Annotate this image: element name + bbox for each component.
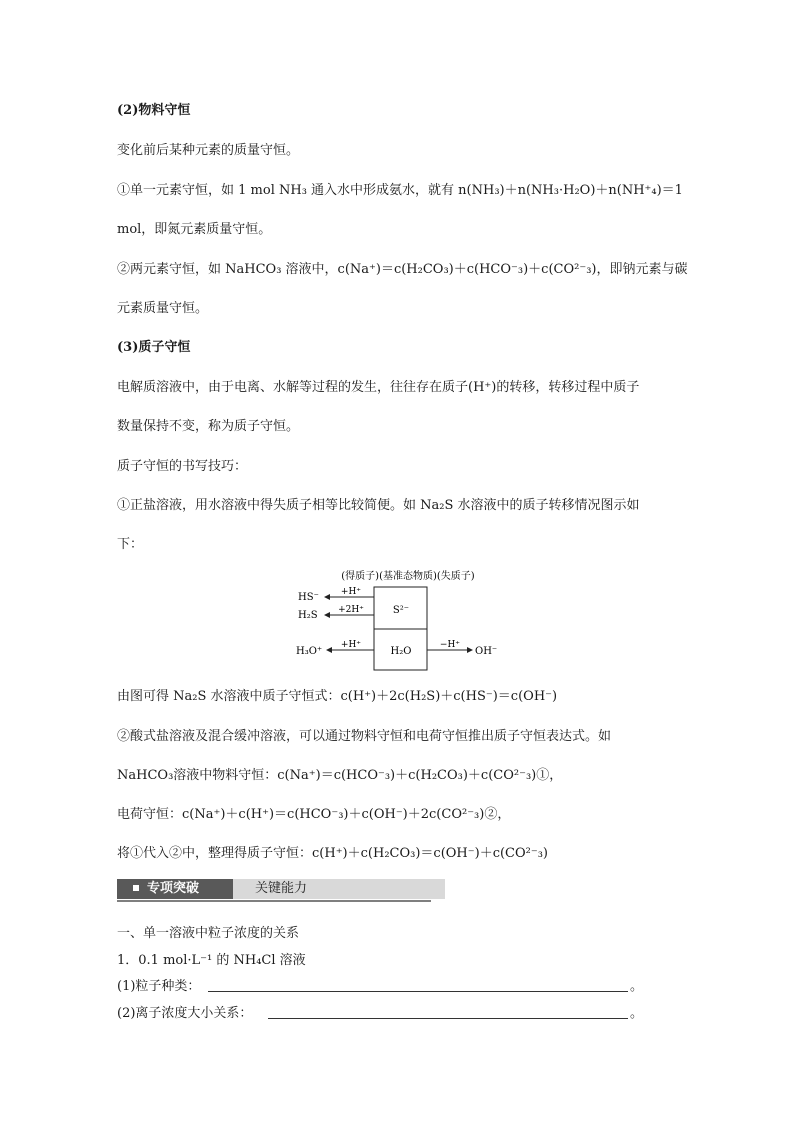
box-top-label: S²⁻: [392, 605, 410, 616]
banner-dark-text: 专项突破: [147, 881, 200, 896]
tip2-material-conservation: NaHCO₃溶液中物料守恒：c(Na⁺)＝c(HCO⁻₃)＋c(H₂CO₃)＋c(CO²⁻₃)①，: [117, 768, 563, 783]
single-element-conservation-line1: ①单一元素守恒，如 1 mol NH₃ 通入水中形成氨水，就有 n(NH₃)＋n(NH₃·H₂O)＋n(NH⁺₄)＝1: [117, 183, 683, 198]
banner-light-text: 关键能力: [255, 881, 308, 896]
two-element-conservation-line2: 元素质量守恒。: [117, 301, 209, 316]
question-1b-label: (2)离子浓度大小关系：: [117, 1006, 253, 1021]
proton-transfer-diagram: [290, 566, 520, 676]
proton-result-equation: 由图可得 Na₂S 水溶液中质子守恒式：c(H⁺)＋2c(H₂S)＋c(HS⁻)＝c(OH⁻): [117, 689, 558, 704]
species-oh: OH⁻: [475, 646, 498, 657]
answer-blank-1b[interactable]: [268, 1018, 628, 1019]
two-element-conservation-line1: ②两元素守恒，如 NaHCO₃ 溶液中，c(Na⁺)＝c(H₂CO₃)＋c(HCO⁻₃)＋c(CO²⁻₃)，即钠元素与碳: [117, 262, 688, 277]
section-title-proton-conservation: (3)质子守恒: [117, 340, 191, 355]
section-title-material-conservation: (2)物料守恒: [117, 103, 191, 118]
tip2-charge-conservation: 电荷守恒：c(Na⁺)＋c(H⁺)＝c(HCO⁻₃)＋c(OH⁻)＋2c(CO²⁻₃)②，: [117, 807, 511, 822]
proton-conservation-definition-line1: 电解质溶液中，由于电离、水解等过程的发生，往往存在质子(H⁺)的转移，转移过程中质子: [117, 380, 640, 395]
answer-end-1b: 。: [630, 1006, 644, 1021]
section-banner: [117, 879, 431, 901]
answer-end-1a: 。: [630, 979, 644, 994]
banner-underline: [117, 900, 431, 902]
arrow-label-4: −H⁺: [439, 640, 461, 650]
question-1a-label: (1)粒子种类：: [117, 979, 201, 994]
diagram-header: (得质子)(基准态物质)(失质子): [341, 571, 475, 582]
square-icon: [133, 885, 139, 891]
question-1: 1．0.1 mol·L⁻¹ 的 NH₄Cl 溶液: [117, 953, 306, 968]
banner-dark-label: [117, 879, 233, 899]
answer-blank-1a[interactable]: [208, 991, 628, 992]
tip2-line1: ②酸式盐溶液及混合缓冲溶液，可以通过物料守恒和电荷守恒推出质子守恒表达式。如: [117, 729, 612, 744]
proton-conservation-definition-line2: 数量保持不变，称为质子守恒。: [117, 419, 300, 434]
species-h3o: H₃O⁺: [296, 646, 323, 657]
arrow-label-2: +2H⁺: [338, 605, 364, 615]
species-h2s: H₂S: [298, 610, 318, 621]
banner-light-label: [233, 879, 445, 899]
proton-tips-title: 质子守恒的书写技巧：: [117, 459, 248, 474]
material-conservation-definition: 变化前后某种元素的质量守恒。: [117, 143, 300, 158]
arrow-label-1: +H⁺: [340, 587, 362, 597]
arrow-label-3: +H⁺: [340, 640, 362, 650]
tip2-proton-conservation: 将①代入②中，整理得质子守恒：c(H⁺)＋c(H₂CO₃)＝c(OH⁻)＋c(CO²⁻₃): [117, 846, 549, 861]
exercise-heading: 一、单一溶液中粒子浓度的关系: [117, 926, 300, 941]
tip1-line2: 下：: [117, 537, 144, 552]
tip1-line1: ①正盐溶液，用水溶液中得失质子相等比较简便。如 Na₂S 水溶液中的质子转移情况图示如: [117, 498, 640, 513]
box-bottom-label: H₂O: [390, 646, 412, 657]
species-hs: HS⁻: [298, 592, 319, 603]
single-element-conservation-line2: mol，即氮元素质量守恒。: [117, 222, 272, 237]
